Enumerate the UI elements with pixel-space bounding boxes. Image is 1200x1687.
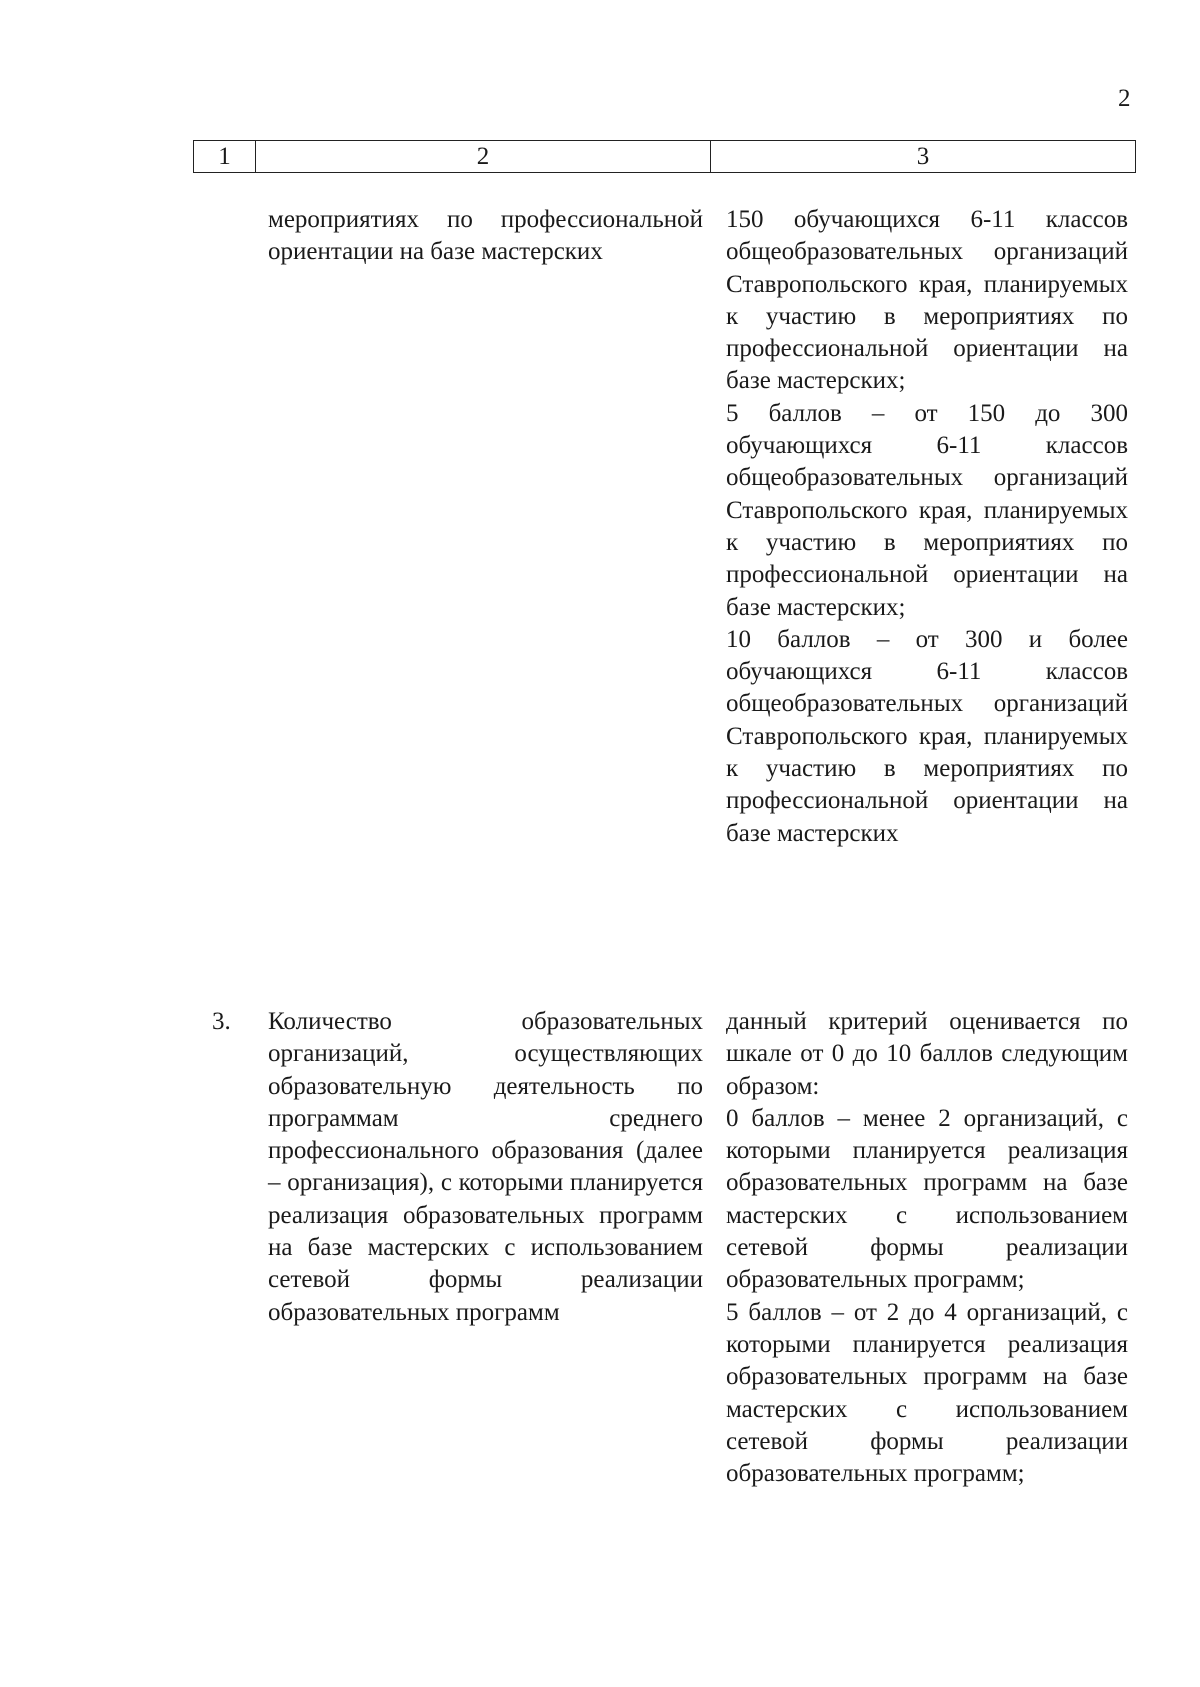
- scale-paragraph: 5 баллов – от 2 до 4 организаций, с которыми планируется реализация образовательных программ на базе мастерских с использованием сетевой формы реализации образовательных программ;: [726, 1298, 1128, 1488]
- criterion-text: мероприятиях по профессиональной ориентации на базе мастерских: [268, 206, 703, 266]
- scale-cell: [726, 204, 1128, 850]
- scale-paragraph: 10 баллов – от 300 и более обучающихся 6-11 классов общеобразовательных организаций Ставропольского края, планируемых к участию в мероприятиях по профессиональной ориентации на базе мастерских: [726, 625, 1128, 847]
- header-cell-1: 1: [194, 141, 256, 172]
- scale-cell: [726, 1006, 1128, 1490]
- page-number: 2: [1118, 85, 1131, 112]
- table-header: [193, 140, 1136, 173]
- header-cell-2: 2: [256, 141, 711, 172]
- scale-paragraph: данный критерий оценивается по шкале от 0 до 10 баллов следующим образом:: [726, 1008, 1128, 1100]
- scale-paragraph: 150 обучающихся 6-11 классов общеобразовательных организаций Ставропольского края, планируемых к участию в мероприятиях по профессиональной ориентации на базе мастерских;: [726, 206, 1128, 395]
- row-number: 3.: [212, 1008, 231, 1035]
- scale-paragraph: 5 баллов – от 150 до 300 обучающихся 6-11 классов общеобразовательных организаций Ставропольского края, планируемых к участию в мероприятиях по профессиональной ориентации на базе мастерских;: [726, 399, 1128, 621]
- scale-paragraph: 0 баллов – менее 2 организаций, с которыми планируется реализация образовательных программ на базе мастерских с использованием сетевой формы реализации образовательных программ;: [726, 1104, 1128, 1294]
- header-cell-3: 3: [916, 143, 930, 170]
- criterion-text: Количество образовательных организаций, осуществляющих образовательную деятельность по программам среднего профессионального образования (далее – организация), с которыми планируется реализация образовательных программ на базе мастерских с использованием сетевой формы реализации образовательных программ: [268, 1008, 703, 1326]
